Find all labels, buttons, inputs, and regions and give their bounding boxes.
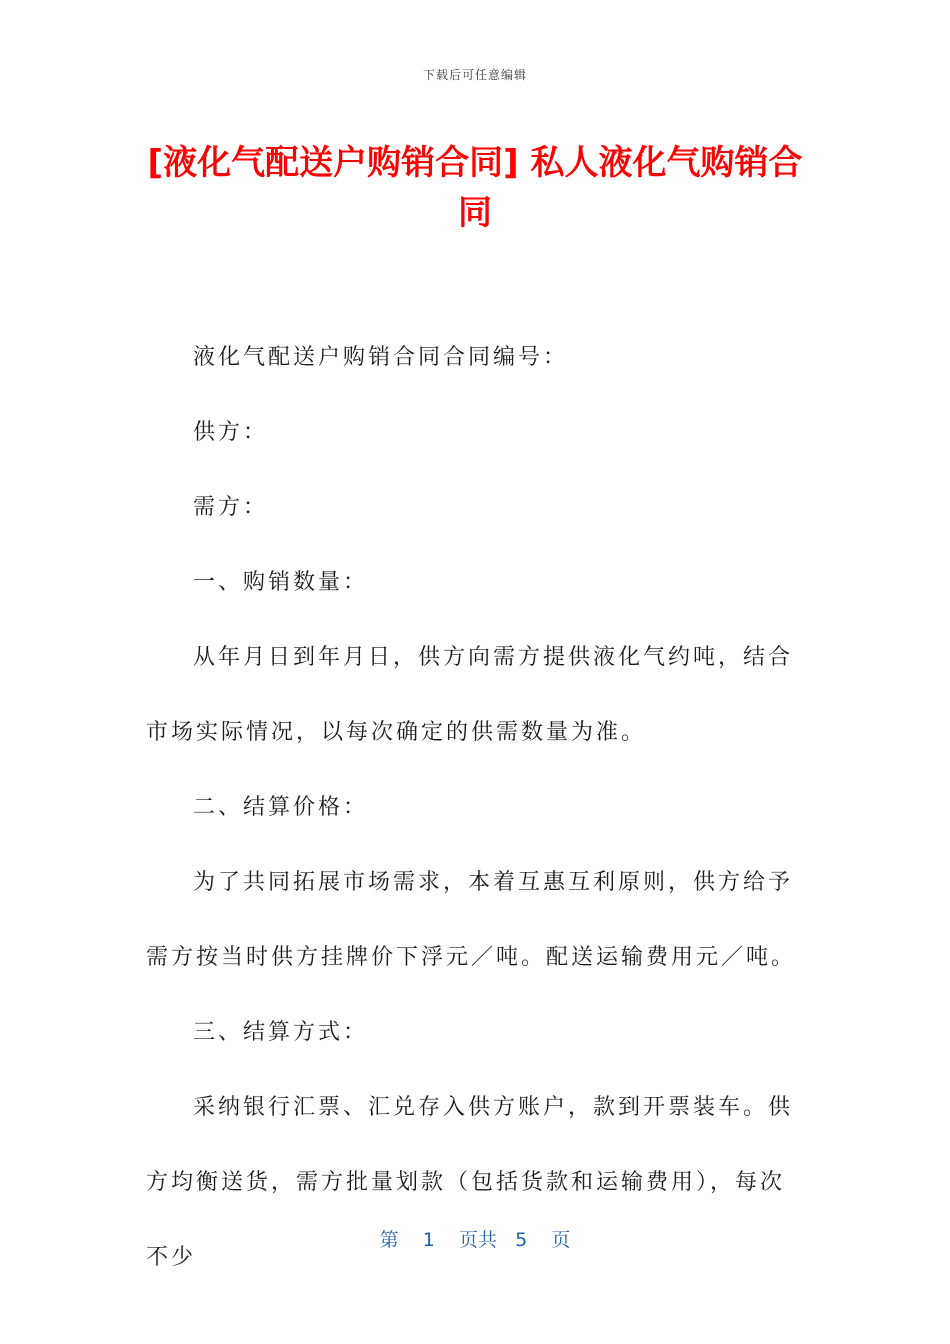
paragraph-supplier: 供方：: [193, 420, 269, 445]
paragraph-contract-number: 液化气配送户购销合同合同编号：: [193, 345, 569, 370]
section-heading-payment: 三、结算方式：: [193, 1020, 369, 1045]
section-heading-quantity: 一、购销数量：: [193, 570, 369, 595]
footer-prefix: 第: [379, 1229, 399, 1251]
page-footer: [0, 1225, 950, 1252]
document-title: [液化气配送户购销合同] 私人液化气购销合同: [147, 143, 803, 233]
footer-suffix: 页: [551, 1229, 571, 1251]
paragraph-quantity: 从年月日到年月日，供方向需方提供液化气约吨，结合市场实际情况，以每次确定的供需数量为准。: [146, 645, 794, 745]
section-heading-price: 二、结算价格：: [193, 795, 369, 820]
paragraph-buyer: 需方：: [193, 495, 269, 520]
paragraph-payment: 采纳银行汇票、汇兑存入供方账户，款到开票装车。供方均衡送货，需方批量划款（包括货款和运输费用），每次不少: [146, 1095, 794, 1270]
header-note: 下载后可任意编辑: [422, 68, 527, 82]
footer-total-pages: 5: [515, 1229, 528, 1251]
footer-middle: 页共: [459, 1229, 498, 1251]
paragraph-price: 为了共同拓展市场需求，本着互惠互利原则，供方给予需方按当时供方挂牌价下浮元／吨。配送运输费用元／吨。: [146, 870, 797, 970]
footer-current-page: 1: [422, 1229, 435, 1251]
document-body: [146, 320, 796, 1295]
